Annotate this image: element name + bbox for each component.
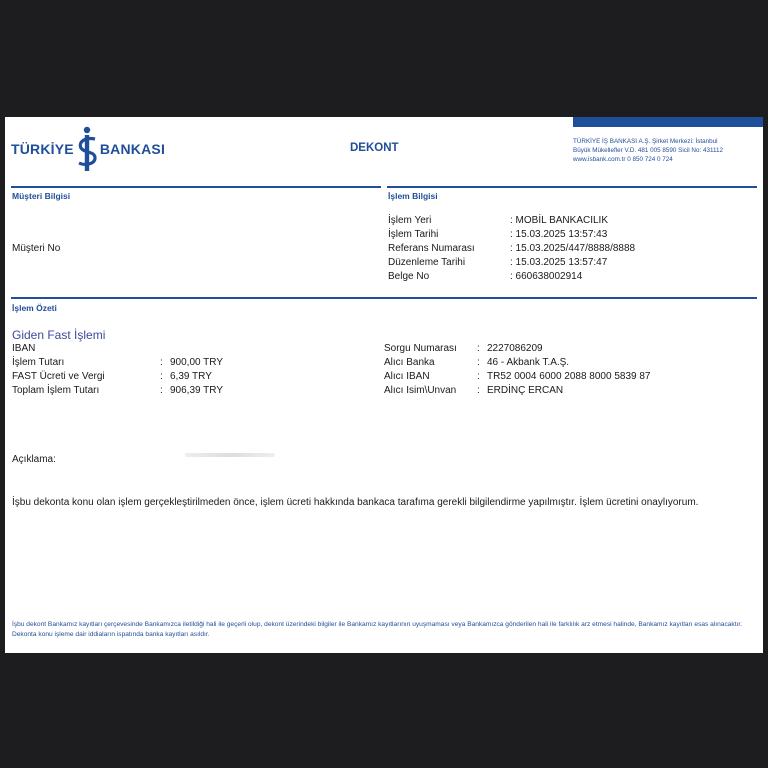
summary-row <box>384 356 759 370</box>
summary-sep <box>160 342 170 356</box>
info-label: İşlem Tarihi <box>388 229 439 240</box>
info-row <box>388 256 748 270</box>
summary-sep: : <box>477 385 480 396</box>
company-line: www.isbank.com.tr 0 850 724 0 724 <box>573 156 673 163</box>
summary-right-list <box>384 342 759 398</box>
summary-value: TR52 0004 6000 2088 8000 5839 87 <box>487 371 651 382</box>
summary-row <box>384 384 759 398</box>
summary-label: IBAN <box>12 343 36 354</box>
info-value: : MOBİL BANKACILIK <box>510 215 608 226</box>
summary-value: ERDİNÇ ERCAN <box>487 385 564 396</box>
summary-value: 906,39 TRY <box>170 385 224 396</box>
summary-label: Sorgu Numarası <box>384 343 457 354</box>
info-label: Referans Numarası <box>388 243 475 254</box>
summary-value: 2227086209 <box>487 343 543 354</box>
company-line: Büyük Mükellefler V.D. 481 005 8590 Sicil No: 431112 <box>573 147 724 154</box>
customer-section-title: Müşteri Bilgisi <box>12 191 71 201</box>
summary-label: Toplam İşlem Tutarı <box>12 385 100 396</box>
summary-left-list <box>12 342 372 398</box>
document-title: DEKONT <box>350 142 399 154</box>
summary-label: İşlem Tutarı <box>12 357 65 368</box>
summary-sep: : <box>160 357 163 368</box>
summary-row <box>12 370 372 384</box>
company-line: TÜRKİYE İŞ BANKASI A.Ş. Şirket Merkezi: İstanbul <box>573 138 718 145</box>
transaction-section-rule <box>387 186 757 188</box>
summary-row <box>384 370 759 384</box>
transaction-info-list <box>388 214 748 284</box>
brand-top-bar <box>573 117 763 127</box>
info-label: Düzenleme Tarihi <box>388 257 466 268</box>
summary-label: Alıcı IBAN <box>384 371 430 382</box>
legal-footer: İşbu dekont Bankamız kayıtları çerçevesinde Bankamızca iletildiği hali ile geçerli olup, dekont üzerindeki bilgiler ile Bankamız kayıtlarının uyuşmaması veya Bankamızca gönderilen hali ile farklılık arz etmesi halinde, Bankamız kayıtları esas alınacaktır. Dekonta konu işleme dair iddiaların ispatında banka kayıtları asıldır. <box>12 621 743 638</box>
summary-label: Alıcı Isim\Unvan <box>384 385 457 396</box>
description-label: Açıklama: <box>12 454 56 465</box>
customer-no-label: Müşteri No <box>12 243 61 254</box>
summary-section-title: İşlem Özeti <box>12 303 57 313</box>
summary-row <box>12 384 372 398</box>
transaction-section-title: İşlem Bilgisi <box>388 191 438 201</box>
summary-value: 6,39 TRY <box>170 371 212 382</box>
summary-label: FAST Ücreti ve Vergi <box>12 371 105 382</box>
summary-value: 46 - Akbank T.A.Ş. <box>487 357 570 368</box>
info-value: : 15.03.2025 13:57:47 <box>510 257 608 268</box>
logo-text-right: BANKASI <box>99 141 166 157</box>
summary-sep: : <box>160 371 163 382</box>
summary-section-rule <box>11 297 757 299</box>
info-row <box>388 270 748 284</box>
info-row <box>388 242 748 256</box>
summary-sep: : <box>477 357 480 368</box>
info-row <box>388 214 748 228</box>
summary-row <box>384 342 759 356</box>
receipt-document <box>5 117 763 653</box>
consent-text: İşbu dekonta konu olan işlem gerçekleştirilmeden önce, işlem ücreti hakkında bankaca tarafıma gerekli bilgilendirme yapılmıştır. İşlem ücretini onaylıyorum. <box>12 497 699 508</box>
summary-sep: : <box>477 343 480 354</box>
info-row <box>388 228 748 242</box>
info-value: : 660638002914 <box>510 271 583 282</box>
summary-label: Alıcı Banka <box>384 357 435 368</box>
summary-row <box>12 356 372 370</box>
customer-section-rule <box>11 186 381 188</box>
summary-sep: : <box>160 385 163 396</box>
isbank-mark-icon <box>75 125 99 173</box>
info-value: : 15.03.2025 13:57:43 <box>510 229 608 240</box>
bank-logo <box>11 125 165 173</box>
info-label: İşlem Yeri <box>388 215 432 226</box>
company-info <box>573 137 761 164</box>
description-redacted <box>185 453 275 457</box>
info-value: : 15.03.2025/447/8888/8888 <box>510 243 636 254</box>
summary-sep: : <box>477 371 480 382</box>
transaction-type-heading: Giden Fast İşlemi <box>12 328 106 342</box>
summary-row <box>12 342 372 356</box>
info-label: Belge No <box>388 271 430 282</box>
summary-value: 900,00 TRY <box>170 357 224 368</box>
logo-text-left: TÜRKİYE <box>11 141 74 157</box>
